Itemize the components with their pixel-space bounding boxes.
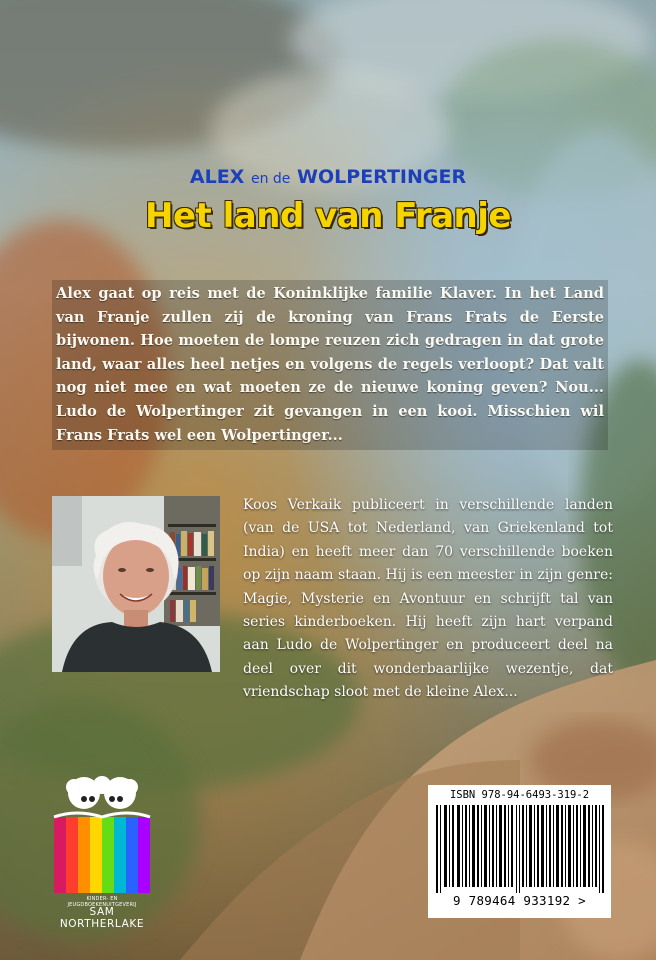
- series-wolpertinger: WOLPERTINGER: [297, 166, 467, 188]
- author-bio: Koos Verkaik publiceert in verschillende landen (van de USA tot Nederland, van Griekenland tot India) en heeft meer dan 70 verschillende boeken op zijn naam staan. Hij is een meester in zijn genre: Magie, Mysterie en Avontuur en schrijft tal van series kinderboeken. Hij heeft zijn hart verpand aan Ludo de Wolpertinger en produceert deel na deel over dit wonderbaarlijke wezentje, dat vriendschap sloot met de kleine Alex...: [243, 497, 613, 701]
- barcode-bars: [436, 805, 604, 893]
- publisher-tagline: KINDER- EN JEUGDBOEKENUITGEVERIJ: [67, 896, 137, 908]
- publisher-name: SAM NORTHERLAKE: [59, 906, 145, 930]
- blurb-text: Alex gaat op reis met de Koninklijke familie Klaver. In het Land van Franje zullen zij de kroning van Frans Frats de Eerste bijwonen. Hoe moeten de lompe reuzen zich gedragen in dat grote land, waar alles heel netjes en volgens de regels verloopt? Dat valt nog niet mee en wat moeten ze de nieuwe koning geven? Nou... Ludo de Wolpertinger zit gevangen in een kooi. Misschien wil Frans Frats wel een Wolpertinger...: [52, 280, 608, 450]
- barcode-digits: 9 789464 933192 >: [452, 893, 587, 908]
- author-photo: [52, 496, 220, 672]
- series-title: [0, 166, 656, 188]
- series-en-de: en de: [250, 171, 291, 187]
- book-title: Het land van Franje: [145, 196, 511, 236]
- isbn-label: ISBN 978-94-6493-319-2: [449, 789, 590, 801]
- isbn-barcode: [428, 785, 611, 918]
- series-alex: ALEX: [189, 166, 245, 188]
